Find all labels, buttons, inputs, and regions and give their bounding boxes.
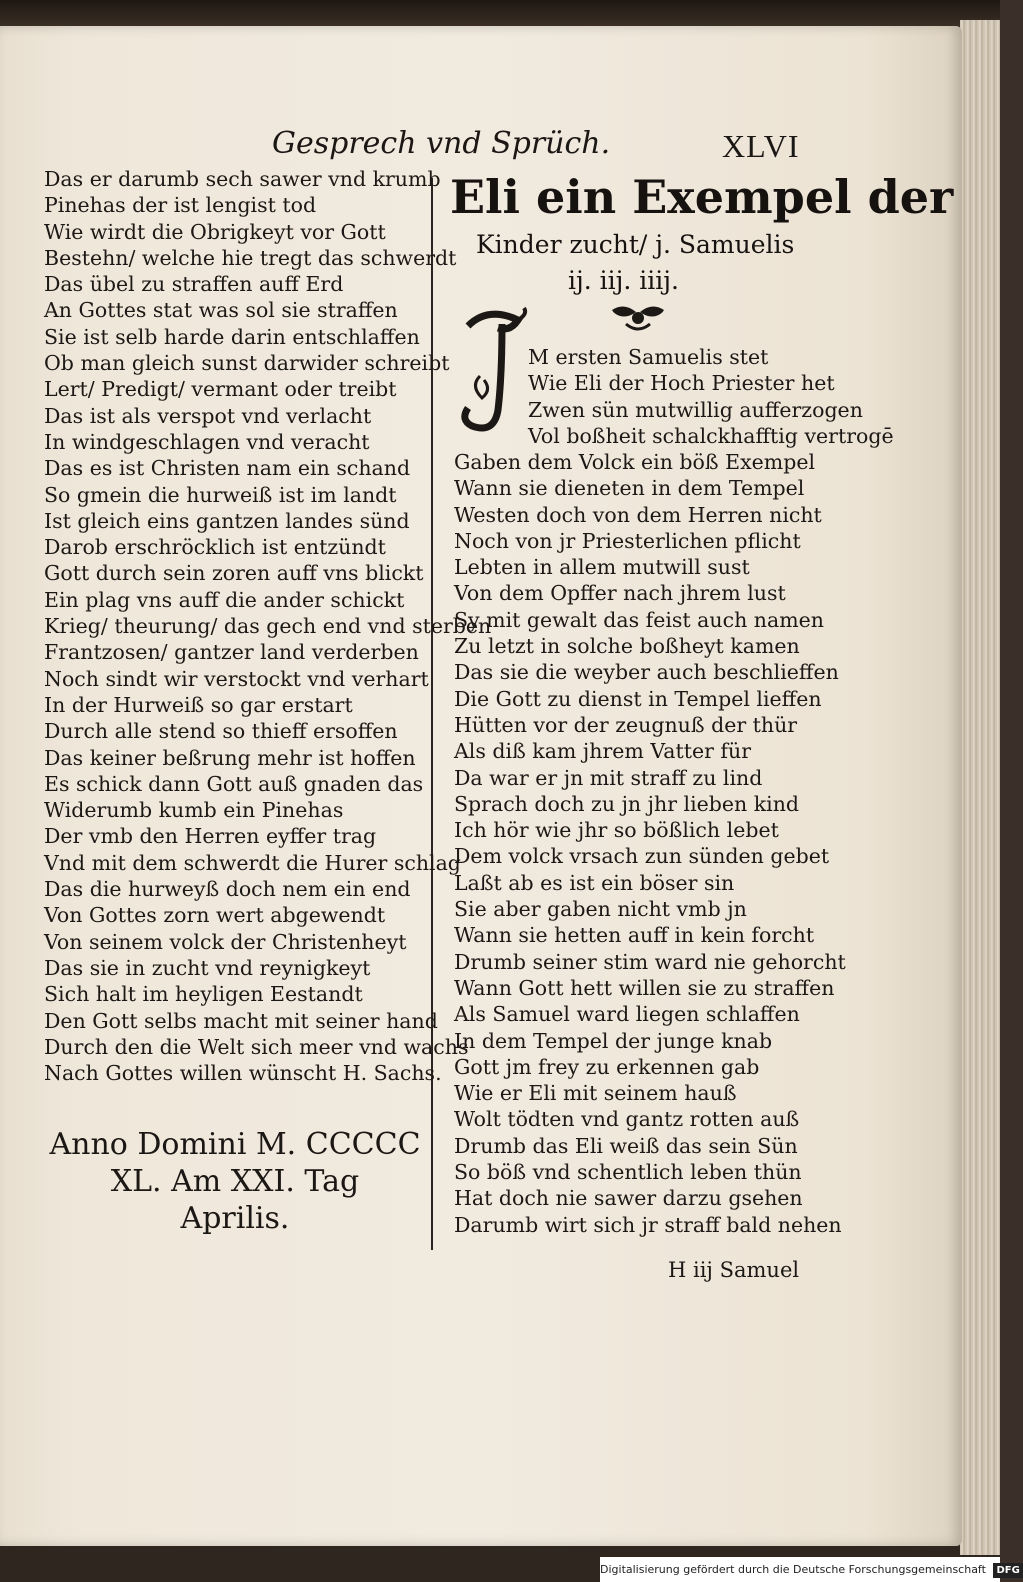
- verse-line: Gott jm frey zu erkennen gab: [454, 1054, 760, 1079]
- verse-line: Das er darumb sech sawer vnd krumb: [44, 167, 441, 191]
- verse-line: Hütten vor der zeugnuß der thür: [454, 712, 798, 737]
- verse-line: Als diß kam jhrem Vatter für: [454, 739, 751, 764]
- verse-line: Hat doch nie sawer darzu gsehen: [454, 1186, 803, 1211]
- left-column-text: [44, 166, 491, 1086]
- verse-line: Lert/ Predigt/ vermant oder treibt: [44, 377, 397, 402]
- verse-line: Widerumb kumb ein Pinehas: [44, 798, 344, 823]
- verse-line: Pinehas der ist lengist tod: [44, 193, 317, 218]
- verse-line: Bestehn/ welche hie tregt das schwerdt: [44, 245, 457, 270]
- verse-line: Sprach doch zu jn jhr lieben kind: [454, 791, 800, 816]
- verse-line: Frantzosen/ gantzer land verderben: [44, 640, 419, 665]
- verse-line: Vol boßheit schalckhafftig vertrogē: [528, 423, 894, 448]
- verse-line: Wie Eli der Hoch Priester het: [528, 371, 835, 396]
- verse-line: Gaben dem Volck ein böß Exempel: [454, 450, 816, 474]
- verse-line: Noch von jr Priesterlichen pflicht: [454, 528, 801, 553]
- decorated-initial-icon: [458, 306, 532, 438]
- verse-line: An Gottes stat was sol sie straffen: [44, 298, 398, 323]
- colophon-line: Aprilis.: [180, 1201, 290, 1236]
- verse-line: Lebten in allem mutwill sust: [454, 555, 750, 580]
- verse-line: Westen doch von dem Herren nicht: [454, 502, 822, 527]
- verse-line: Darob erschröcklich ist entzündt: [44, 535, 386, 560]
- verse-line: Das ist als verspot vnd verlacht: [44, 403, 372, 428]
- verse-line: So böß vnd schentlich leben thün: [454, 1160, 802, 1185]
- verse-line: Durch alle stend so thieff ersoffen: [44, 719, 398, 744]
- verse-line: Wann sie dieneten in dem Tempel: [454, 476, 805, 501]
- verse-line: Durch den die Welt sich meer vnd wachs: [44, 1034, 469, 1059]
- verse-line: Von Gottes zorn wert abgewendt: [44, 903, 386, 928]
- verse-line: Wann sie hetten auff in kein forcht: [454, 923, 815, 948]
- verse-line: Zwen sün mutwillig aufferzogen: [528, 397, 863, 422]
- verse-line: Ich hör wie jhr so bößlich lebet: [454, 818, 779, 843]
- verse-line: Krieg/ theurung/ das gech end vnd sterben: [44, 614, 492, 639]
- verse-line: Drumb das Eli weiß das sein Sün: [454, 1133, 798, 1158]
- page-edges: [960, 20, 1000, 1555]
- verse-line: Von dem Opffer nach jhrem lust: [454, 581, 786, 606]
- fleuron-ornament-icon: [606, 300, 670, 334]
- poem-title: Eli ein Exempel der: [450, 170, 954, 224]
- verse-line: Nach Gottes willen wünscht H. Sachs.: [44, 1061, 442, 1086]
- verse-line: Es schick dann Gott auß gnaden das: [44, 771, 424, 796]
- verse-line: Das sie die weyber auch beschlieffen: [454, 660, 839, 685]
- book-binding-top: [0, 0, 1000, 26]
- verse-line: Sie ist selb harde darin entschlaffen: [44, 324, 420, 349]
- verse-line: Ein plag vns auff die ander schickt: [44, 587, 405, 612]
- poem-subtitle: Kinder zucht/ j. Samuelis: [476, 230, 795, 259]
- catchword: H iij Samuel: [668, 1258, 800, 1282]
- verse-line: So gmein die hurweiß ist im landt: [44, 482, 397, 507]
- verse-line: Sie aber gaben nicht vmb jn: [454, 897, 747, 922]
- verse-line: Ob man gleich sunst darwider schreibt: [44, 351, 450, 376]
- verse-line: Ist gleich eins gantzen landes sünd: [44, 508, 410, 533]
- verse-line: In windgeschlagen vnd veracht: [44, 429, 370, 454]
- verse-line: In der Hurweiß so gar erstart: [44, 692, 353, 717]
- verse-line: Gott durch sein zoren auff vns blickt: [44, 561, 424, 586]
- verse-line: Das sie in zucht vnd reynigkeyt: [44, 955, 371, 980]
- running-head: Gesprech vnd Sprüch.: [272, 126, 611, 161]
- digitization-credit: [600, 1557, 1020, 1582]
- verse-line: Den Gott selbs macht mit seiner hand: [44, 1008, 438, 1033]
- verse-line: Das die hurweyß doch nem ein end: [44, 877, 411, 902]
- verse-line: Das keiner beßrung mehr ist hoffen: [44, 745, 416, 770]
- verse-line: Das es ist Christen nam ein schand: [44, 456, 411, 481]
- verse-line: Wie wirdt die Obrigkeyt vor Gott: [44, 219, 386, 244]
- verse-line: Wie er Eli mit seinem hauß: [454, 1081, 737, 1106]
- credit-text: Digitalisierung gefördert durch die Deutsche Forschungsgemeinschaft: [600, 1563, 986, 1576]
- verse-line: Wann Gott hett willen sie zu straffen: [454, 975, 835, 1000]
- verse-line: Dem volck vrsach zun sünden gebet: [454, 844, 830, 869]
- verse-line: Die Gott zu dienst in Tempel lieffen: [454, 686, 822, 711]
- verse-line: Das übel zu straffen auff Erd: [44, 272, 344, 297]
- verse-line: Vnd mit dem schwerdt die Hurer schlag: [44, 850, 461, 875]
- verse-line: Laßt ab es ist ein böser sin: [454, 870, 735, 895]
- verse-line: Als Samuel ward liegen schlaffen: [454, 1002, 800, 1027]
- verse-line: M ersten Samuelis stet: [528, 345, 769, 369]
- right-column-opening-lines: [528, 344, 894, 449]
- folio-number: XLVI: [722, 128, 800, 164]
- colophon: [40, 1126, 430, 1237]
- colophon-line: Anno Domini M. CCCCC: [49, 1127, 421, 1162]
- verse-line: Darumb wirt sich jr straff bald nehen: [454, 1212, 842, 1237]
- verse-line: Da war er jn mit straff zu lind: [454, 765, 763, 790]
- verse-line: Der vmb den Herren eyffer trag: [44, 824, 377, 849]
- verse-line: Sich halt im heyligen Eestandt: [44, 982, 363, 1007]
- verse-line: Von seinem volck der Christenheyt: [44, 929, 407, 954]
- dfg-logo-icon: DFG: [993, 1563, 1022, 1578]
- verse-line: In dem Tempel der junge knab: [454, 1028, 773, 1053]
- verse-line: Noch sindt wir verstockt vnd verhart: [44, 666, 429, 691]
- verse-line: Sy mit gewalt das feist auch namen: [454, 607, 824, 632]
- verse-line: Zu letzt in solche boßheyt kamen: [454, 634, 800, 659]
- chapter-reference: ij. iij. iiij.: [568, 266, 679, 295]
- right-column-text: [454, 449, 846, 1238]
- verse-line: Drumb seiner stim ward nie gehorcht: [454, 949, 846, 974]
- verse-line: Wolt tödten vnd gantz rotten auß: [454, 1107, 800, 1132]
- colophon-line: XL. Am XXI. Tag: [110, 1164, 360, 1199]
